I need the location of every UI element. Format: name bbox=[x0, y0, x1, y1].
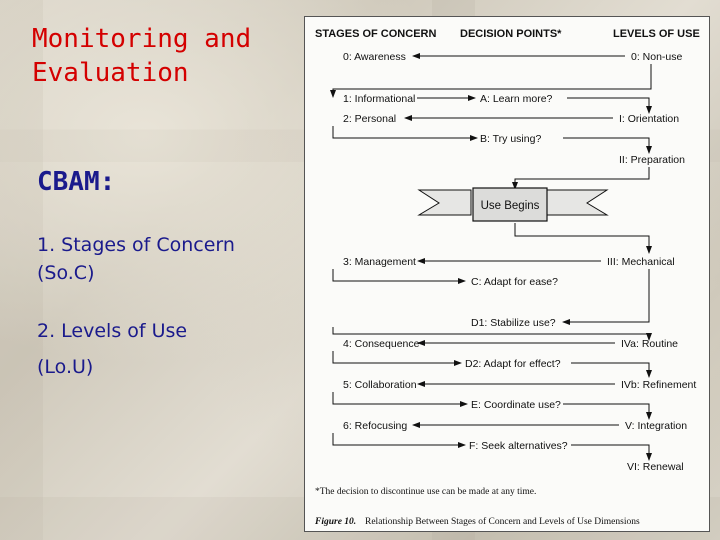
level-5-integration: V: Integration bbox=[625, 420, 688, 432]
item-levels-of-use bbox=[37, 317, 187, 381]
stage-2-personal: 2: Personal bbox=[343, 113, 397, 125]
decision-a-learn-more: A: Learn more? bbox=[480, 93, 553, 105]
stage-3-management: 3: Management bbox=[343, 256, 416, 268]
item-2-line-1: 2. Levels of Use bbox=[37, 320, 188, 342]
stage-4-consequence: 4: Consequence bbox=[343, 338, 420, 350]
cbam-diagram bbox=[305, 17, 711, 533]
figure-label: Figure 10. bbox=[315, 517, 357, 527]
header-stages-of-concern: STAGES OF CONCERN bbox=[315, 28, 437, 40]
stage-5-collaboration: 5: Collaboration bbox=[343, 379, 417, 391]
cbam-heading: CBAM: bbox=[37, 167, 116, 197]
item-2-line-2: (Lo.U) bbox=[37, 356, 94, 378]
level-2-preparation: II: Preparation bbox=[619, 154, 685, 166]
stage-0-awareness: 0: Awareness bbox=[343, 51, 406, 63]
header-levels-of-use: LEVELS OF USE bbox=[613, 28, 700, 40]
use-begins-banner bbox=[419, 188, 607, 221]
title-line-1: Monitoring and bbox=[32, 24, 252, 54]
item-1-line-1: 1. Stages of Concern bbox=[37, 234, 235, 256]
decision-f-seek-alternatives: F: Seek alternatives? bbox=[469, 440, 568, 452]
decision-d2-adapt-for-effect: D2: Adapt for effect? bbox=[465, 358, 561, 370]
stage-1-informational: 1: Informational bbox=[343, 93, 416, 105]
item-stages-of-concern bbox=[37, 231, 235, 287]
stage-6-refocusing: 6: Refocusing bbox=[343, 420, 408, 432]
level-3-mechanical: III: Mechanical bbox=[607, 256, 675, 268]
decision-d1-stabilize-use: D1: Stabilize use? bbox=[471, 317, 556, 329]
level-6-renewal: VI: Renewal bbox=[627, 461, 684, 473]
level-4b-refinement: IVb: Refinement bbox=[621, 379, 697, 391]
slide-title bbox=[32, 22, 292, 90]
header-decision-points: DECISION POINTS* bbox=[460, 28, 562, 40]
decision-b-try-using: B: Try using? bbox=[480, 133, 542, 145]
use-begins-label: Use Begins bbox=[480, 200, 540, 212]
footnote: *The decision to discontinue use can be made at any time. bbox=[315, 487, 537, 497]
decision-c-adapt-for-ease: C: Adapt for ease? bbox=[471, 276, 558, 288]
cbam-diagram-panel bbox=[304, 16, 710, 532]
decision-e-coordinate-use: E: Coordinate use? bbox=[471, 399, 561, 411]
level-1-orientation: I: Orientation bbox=[619, 113, 680, 125]
figure-caption: Relationship Between Stages of Concern and Levels of Use Dimensions bbox=[365, 517, 640, 527]
level-4a-routine: IVa: Routine bbox=[621, 338, 679, 350]
item-1-line-2: (So.C) bbox=[37, 262, 95, 284]
title-line-2: Evaluation bbox=[32, 58, 189, 88]
level-0-non-use: 0: Non-use bbox=[631, 51, 683, 63]
